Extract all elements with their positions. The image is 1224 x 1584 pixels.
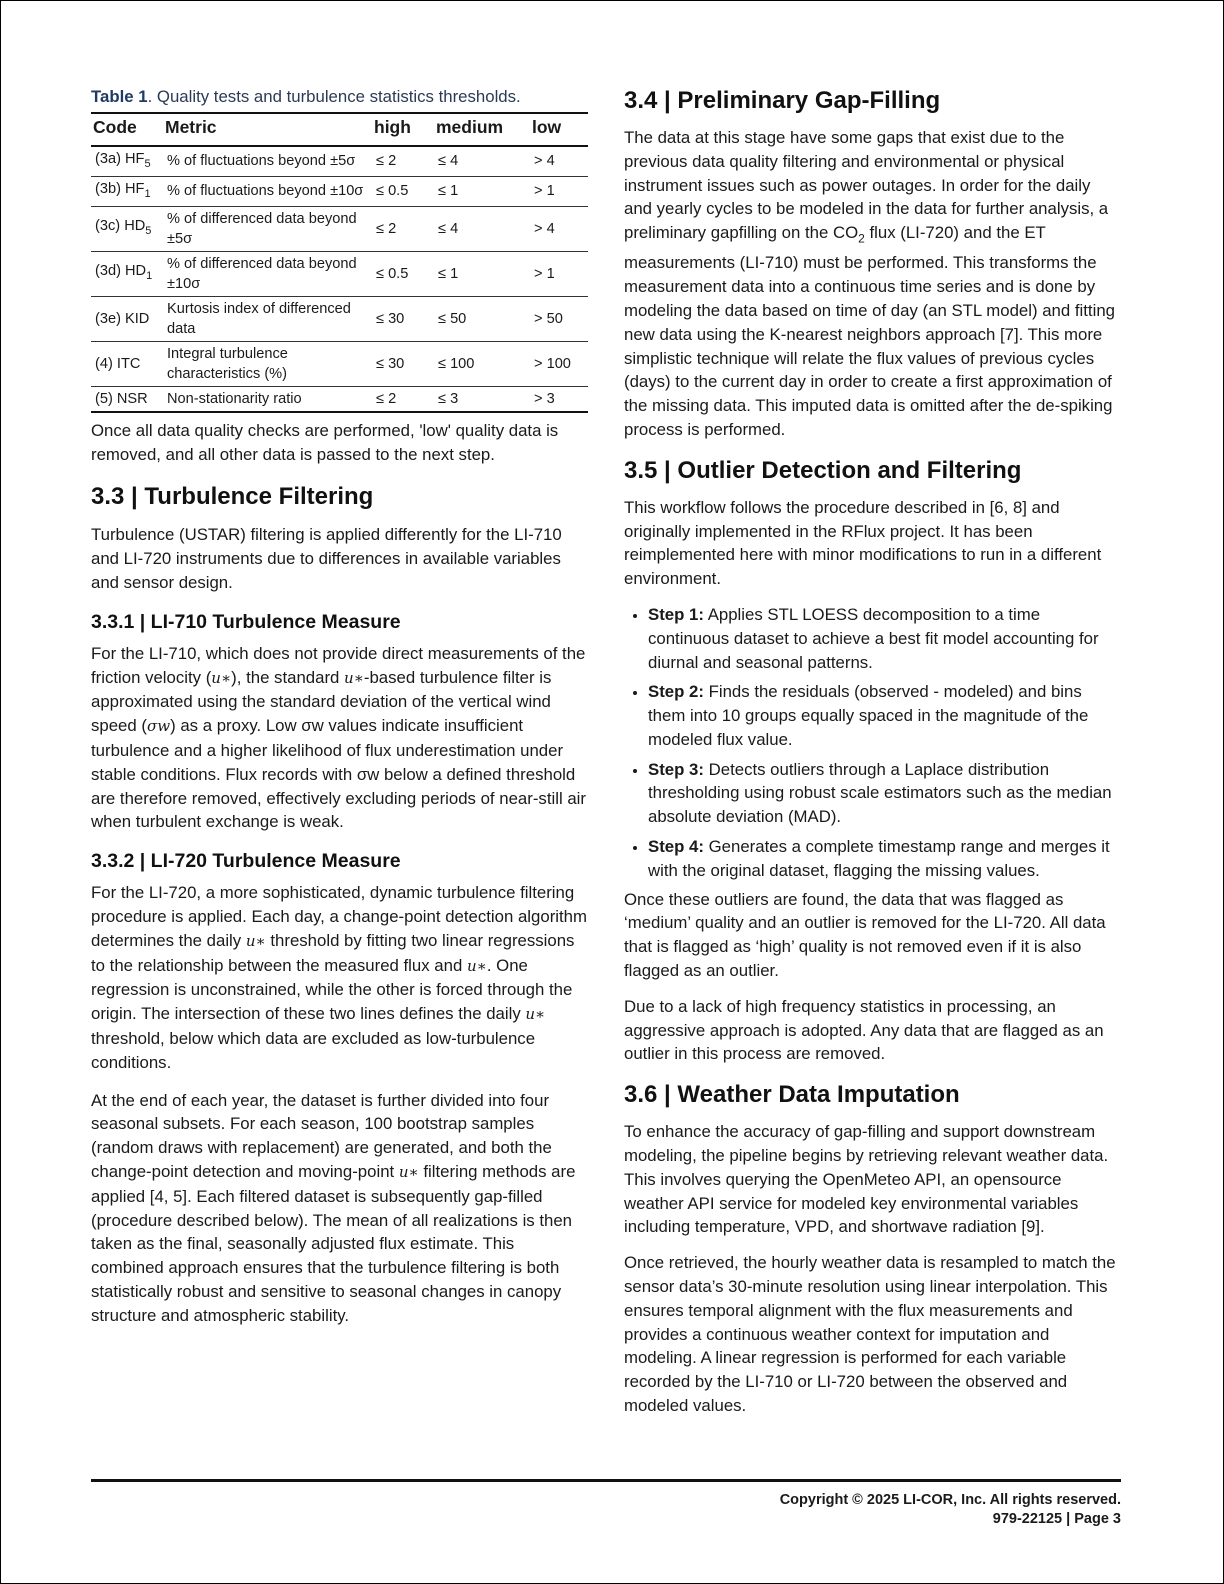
section-3-3-2-heading: 3.3.2 | LI-720 Turbulence Measure	[91, 850, 401, 873]
steps-list	[624, 603, 1121, 883]
cell-high: ≤ 0.5	[372, 176, 434, 206]
cell-metric: % of differenced data beyond ±5σ	[163, 206, 372, 251]
math-u-star: u∗	[211, 668, 232, 687]
cell-medium: ≤ 50	[434, 296, 530, 341]
cell-high: ≤ 2	[372, 146, 434, 176]
cell-metric: % of differenced data beyond ±10σ	[163, 251, 372, 296]
cell-code: (3b) $HF_1$	[91, 176, 163, 206]
cell-code: (3e) KID	[91, 296, 163, 341]
math-u-star: u∗	[344, 668, 364, 687]
left-column	[91, 86, 588, 1328]
table-caption	[91, 86, 588, 108]
cell-code: (3c) $HD_5$	[91, 206, 163, 251]
after-table-text: Once all data quality checks are performed, 'low' quality data is removed, and all other data is passed to the next step.	[91, 420, 559, 464]
cell-code: (3d) $HD_1$	[91, 251, 163, 296]
table-row	[91, 206, 588, 251]
math-sigma-w: σw	[146, 717, 171, 736]
cell-medium: ≤ 4	[434, 146, 530, 176]
section-3-6-heading: 3.6 | Weather Data Imputation	[624, 1081, 960, 1109]
list-item: • Step 2: Finds the residuals (observed - modeled) and bins them into 10 groups equally spaced in the magnitude of the modeled flux value.	[648, 680, 1121, 751]
cell-high: ≤ 2	[372, 206, 434, 251]
cell-low: > 4	[530, 146, 588, 176]
table-row	[91, 386, 588, 412]
quality-thresholds-table	[91, 112, 588, 413]
header-code: Code	[91, 113, 163, 146]
header-medium: medium	[434, 113, 530, 146]
cell-metric: % of fluctuations beyond ±10σ	[163, 176, 372, 206]
cell-low: > 1	[530, 176, 588, 206]
section-3-5-paragraph-2: Once these outliers are found, the data that was flagged as ‘medium’ quality and an outlier is removed for the LI-720. All data that is flagged as ‘high’ quality is not removed even if it is also flagged as an outlier.	[624, 889, 1106, 981]
section-3-5-paragraph-3: Due to a lack of high frequency statistics in processing, an aggressive approach is adopted. Any data that are flagged as an outlier in this process are removed.	[624, 996, 1104, 1064]
section-3-4-heading: 3.4 | Preliminary Gap-Filling	[624, 87, 941, 114]
section-3-4-paragraph: The data at this stage have some gaps that exist due to the previous data quality filtering and environmental or physical instrument issues such as power outages. In order for the daily and yearly cycles to be modeled in the data for further analysis, a preliminary gapfilling on the $CO_2$ flux (LI-720) and the ET measurements (LI-710) must be performed. This transforms the measurement data into a continuous time series and is done by modeling the data based on time of day (an STL model) and fitting new data using the K-nearest neighbors approach [7]. This more simplistic technique will relate the flux values of previous cycles (days) to the current day in order to create a first approximation of the missing data. This imputed data is omitted after the de-spiking process is performed.	[624, 128, 1115, 439]
cell-code: (4) ITC	[91, 341, 163, 386]
section-3-3-heading: 3.3 | Turbulence Filtering	[91, 483, 374, 511]
cell-medium: ≤ 3	[434, 386, 530, 412]
math-u-star: u∗	[525, 1005, 546, 1024]
cell-code: (3a) $HF_5$	[91, 146, 163, 176]
page-number: 979-22125 | Page 3	[992, 1511, 1121, 1527]
table-row	[91, 176, 588, 206]
cell-code: (5) NSR	[91, 386, 163, 412]
math-u-star: u∗	[398, 1162, 419, 1181]
cell-metric: % of fluctuations beyond ±5σ	[163, 146, 372, 176]
cell-medium: ≤ 100	[434, 341, 530, 386]
cell-low: > 3	[530, 386, 588, 412]
list-item: • Step 3: Detects outliers through a Laplace distribution thresholding using robust scale estimators such as the median absolute deviation (MAD).	[648, 758, 1121, 829]
section-3-3-2-paragraph-1: For the LI-720, a more sophisticated, dynamic turbulence filtering procedure is applied. Each day, a change-point detection algorithm determines the daily u∗ threshold by fitting two linear regressions to the relationship between the measured flux and u∗. One regression is unconstrained, while the other is forced through the origin. The intersection of these two lines defines the daily u∗ threshold, below which data are excluded as low-turbulence conditions.	[91, 883, 587, 1072]
cell-high: ≤ 30	[372, 296, 434, 341]
header-low: low	[530, 113, 588, 146]
cell-low: > 4	[530, 206, 588, 251]
cell-high: ≤ 2	[372, 386, 434, 412]
right-column	[624, 86, 1121, 1418]
list-item: • Step 4: Generates a complete timestamp range and merges it with the original dataset, flagging the missing values.	[648, 835, 1121, 883]
table-header-row	[91, 113, 588, 146]
page-footer	[780, 1491, 1121, 1529]
section-3-3-1-paragraph: For the LI-710, which does not provide direct measurements of the friction velocity (u∗), the standard u∗-based turbulence filter is approximated using the standard deviation of the vertical wind speed (σw) as a proxy. Low σw values indicate insufficient turbulence and a higher likelihood of flux underestimation under stable conditions. Flux records with σw below a defined threshold are therefore removed, effectively excluding periods of near-still air when turbulent exchange is weak.	[91, 643, 586, 832]
table-row	[91, 296, 588, 341]
table-caption-text: . Quality tests and turbulence statistics thresholds.	[147, 87, 521, 106]
cell-metric: Kurtosis index of differenced data	[163, 296, 372, 341]
cell-metric: Non-stationarity ratio	[163, 386, 372, 412]
cell-medium: ≤ 4	[434, 206, 530, 251]
section-3-5-paragraph-1: This workflow follows the procedure described in [6, 8] and originally implemented in the RFlux project. It has been reimplemented here with minor modifications to run in a different environment.	[624, 497, 1102, 589]
cell-medium: ≤ 1	[434, 251, 530, 296]
header-high: high	[372, 113, 434, 146]
section-3-5-heading: 3.5 | Outlier Detection and Filtering	[624, 456, 1022, 484]
list-item: • Step 1: Applies STL LOESS decomposition to a time continuous dataset to achieve a best fit model accounting for diurnal and seasonal patterns.	[648, 603, 1121, 674]
copyright-text: Copyright © 2025 LI-COR, Inc. All rights reserved.	[779, 1492, 1121, 1508]
cell-low: > 50	[530, 296, 588, 341]
section-3-3-2-paragraph-2: At the end of each year, the dataset is further divided into four seasonal subsets. For each season, 100 bootstrap samples (random draws with replacement) are generated, and both the change-point detection and moving-point u∗ filtering methods are applied [4, 5]. Each filtered dataset is subsequently gap-filled (procedure described below). The mean of all realizations is then taken as the final, seasonally adjusted flux estimate. This combined approach ensures that the turbulence filtering is both statistically robust and sensitive to seasonal changes in canopy structure and atmospheric stability.	[91, 1090, 576, 1325]
table-row	[91, 146, 588, 176]
table-caption-label: Table 1	[91, 87, 148, 106]
cell-low: > 1	[530, 251, 588, 296]
cell-metric: Integral turbulence characteristics (%)	[163, 341, 372, 386]
cell-medium: ≤ 1	[434, 176, 530, 206]
section-3-6-paragraph-1: To enhance the accuracy of gap-filling and support downstream modeling, the pipeline begins by retrieving relevant weather data. This involves querying the OpenMeteo API, an opensource weather API service for modeled key environmental variables including temperature, VPD, and shortwave radiation [9].	[624, 1122, 1109, 1237]
table-row	[91, 341, 588, 386]
header-metric: Metric	[163, 113, 372, 146]
section-3-3-paragraph: Turbulence (USTAR) filtering is applied differently for the LI-710 and LI-720 instruments due to differences in available variables and sensor design.	[91, 525, 562, 592]
cell-high: ≤ 0.5	[372, 251, 434, 296]
footer-divider	[91, 1479, 1121, 1482]
table-row	[91, 251, 588, 296]
math-u-star: u∗	[466, 956, 487, 975]
section-3-3-1-heading: 3.3.1 | LI-710 Turbulence Measure	[91, 610, 401, 633]
cell-low: > 100	[530, 341, 588, 386]
section-3-6-paragraph-2: Once retrieved, the hourly weather data is resampled to match the sensor data’s 30-minute resolution using linear interpolation. This ensures temporal alignment with the flux measurements and provides a continuous weather context for imputation and modeling. A linear regression is performed for each variable recorded by the LI-710 or LI-720 between the observed and modeled values.	[624, 1253, 1116, 1416]
table-body	[91, 146, 588, 412]
math-u-star: u∗	[245, 931, 266, 950]
cell-high: ≤ 30	[372, 341, 434, 386]
subscript-2: 2	[858, 231, 865, 246]
